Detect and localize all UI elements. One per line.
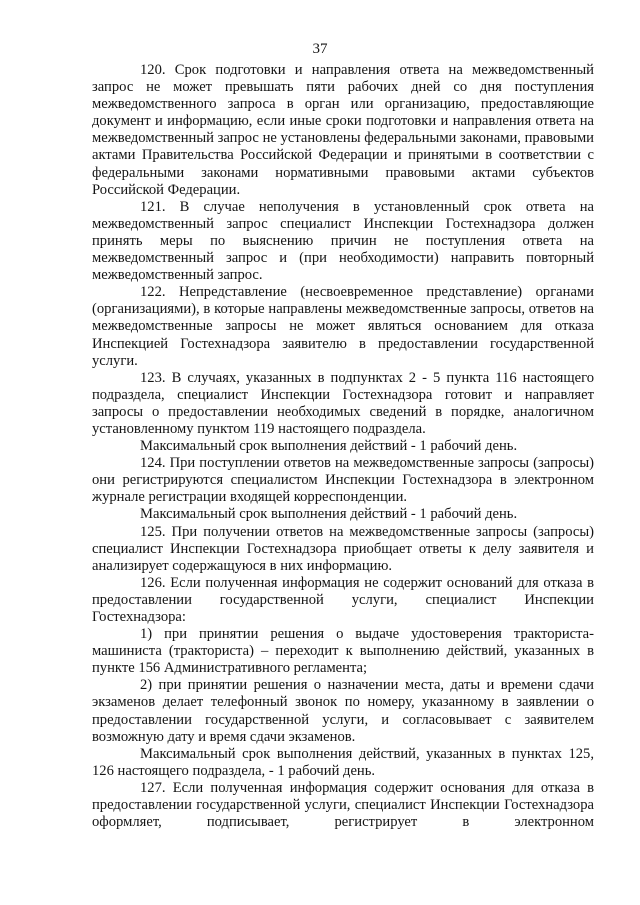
paragraph-122: 122. Непредставление (несвоевременное представление) органами (организациями), в которые направлены межведомственные запросы, ответов на межведомственные запросы не может являться основанием для отказа Инспекцией Гостехнадзора заявителю в предоставлении государственной услуги. (92, 284, 594, 369)
paragraph-deadline-125-126: Максимальный срок выполнения действий, указанных в пунктах 125, 126 настоящего подраздела, - 1 рабочий день. (92, 745, 594, 779)
paragraph-120: 120. Срок подготовки и направления ответа на межведомственный запрос не может превышать пяти рабочих дней со дня поступления межведомственного запроса в орган или организацию, предоставляющие документ и информацию, если иные сроки подготовки и направления ответа на межведомственный запрос не установлены федеральными законами, правовыми актами Правительства Российской Федерации и принятыми в соответствии с федеральными законами нормативными правовыми актами субъектов Российской Федерации. (92, 62, 594, 198)
body-text (92, 62, 594, 831)
paragraph-126: 126. Если полученная информация не содержит оснований для отказа в предоставлении государственной услуги, специалист Инспекции Гостехнадзора: (92, 574, 594, 625)
paragraph-126-item-1: 1) при принятии решения о выдаче удостоверения тракториста-машиниста (тракториста) – переходит к выполнению действий, указанных в пункте 156 Административного регламента; (92, 626, 594, 677)
paragraph-deadline-124: Максимальный срок выполнения действий - 1 рабочий день. (140, 506, 518, 523)
page-number: 37 (312, 41, 328, 57)
paragraph-125: 125. При получении ответов на межведомственные запросы (запросы) специалист Инспекции Гостехнадзора приобщает ответы к делу заявителя и анализирует содержащуюся в них информацию. (92, 523, 594, 574)
paragraph-121: 121. В случае неполучения в установленный срок ответа на межведомственный запрос специалист Инспекции Гостехнадзора должен принять меры по выяснению причин не поступления ответа на межведомственный запрос и (при необходимости) направить повторный межведомственный запрос. (92, 198, 594, 284)
paragraph-127: 127. Если полученная информация содержит основания для отказа в предоставлении государственной услуги, специалист Инспекции Гостехнадзора оформляет, подписывает, регистрирует в электронном (92, 779, 594, 831)
paragraph-deadline-123: Максимальный срок выполнения действий - 1 рабочий день. (140, 438, 518, 455)
paragraph-123: 123. В случаях, указанных в подпунктах 2 - 5 пункта 116 настоящего подраздела, специалист Инспекции Гостехнадзора готовит и направляет запросы о предоставлении необходимых сведений в порядке, аналогичном установленному пунктом 119 настоящего подраздела. (92, 369, 594, 437)
paragraph-124: 124. При поступлении ответов на межведомственные запросы (запросы) они регистрируются специалистом Инспекции Гостехнадзора в электронном журнале регистрации входящей корреспонденции. (92, 455, 594, 506)
paragraph-126-item-2: 2) при принятии решения о назначении места, даты и времени сдачи экзаменов делает телефонный звонок по номеру, указанному в заявлении о предоставлении государственной услуги, и согласовывает с заявителем возможную дату и время сдачи экзаменов. (92, 677, 594, 745)
